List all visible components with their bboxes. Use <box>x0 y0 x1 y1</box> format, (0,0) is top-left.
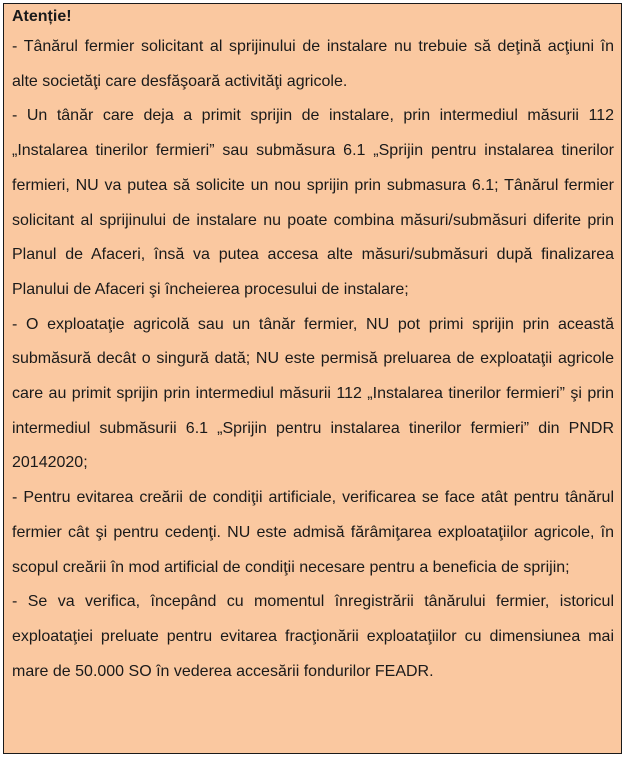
notice-box <box>3 3 622 754</box>
notice-paragraph-previous-support: - Un tânăr care deja a primit sprijin de instalare, prin intermediul măsurii 112 „Instalarea tinerilor fermieri” sau submăsura 6.1 „Sprijin pentru instalarea tinerilor fermieri, NU va putea să solicite un nou sprijin prin submasura 6.1; Tânărul fermier solicitant al sprijinului de instalare nu poate combina măsuri/submăsuri diferite prin Planul de Afaceri, însă va putea accesa alte măsuri/submăsuri după finalizarea Planului de Afaceri şi încheierea procesului de instalare; <box>12 107 614 298</box>
notice-paragraph-history-check: - Se va verifica, începând cu momentul înregistrării tânărului fermier, istoricul exploataţiei preluate pentru evitarea fracţionării exploataţiilor cu dimensiunea mai mare de 50.000 SO în vederea accesării fondurilor FEADR. <box>12 593 614 680</box>
notice-title: Atenție! <box>12 8 72 25</box>
notice-paragraph-artificial-conditions: - Pentru evitarea creării de condiţii artificiale, verificarea se face atât pentru tânărul fermier cât şi pentru cedenţi. NU este admisă fărâmiţarea exploataţiilor agricole, în scopul creării în mod artificial de condiţii necesare pentru a beneficia de sprijin; <box>12 489 614 576</box>
notice-paragraph-shares: - Tânărul fermier solicitant al sprijinului de instalare nu trebuie să deţină acţiuni în alte societăţi care desfăşoară activităţi agricole. <box>12 38 614 90</box>
notice-paragraph-single-support: - O exploataţie agricolă sau un tânăr fermier, NU pot primi sprijin prin această submăsură decât o singură dată; NU este permisă preluarea de exploataţii agricole care au primit sprijin prin intermediul măsurii 112 „Instalarea tinerilor fermieri” şi prin intermediul submăsurii 6.1 „Sprijin pentru instalarea tinerilor fermieri” din PNDR 20142020; <box>12 315 614 472</box>
